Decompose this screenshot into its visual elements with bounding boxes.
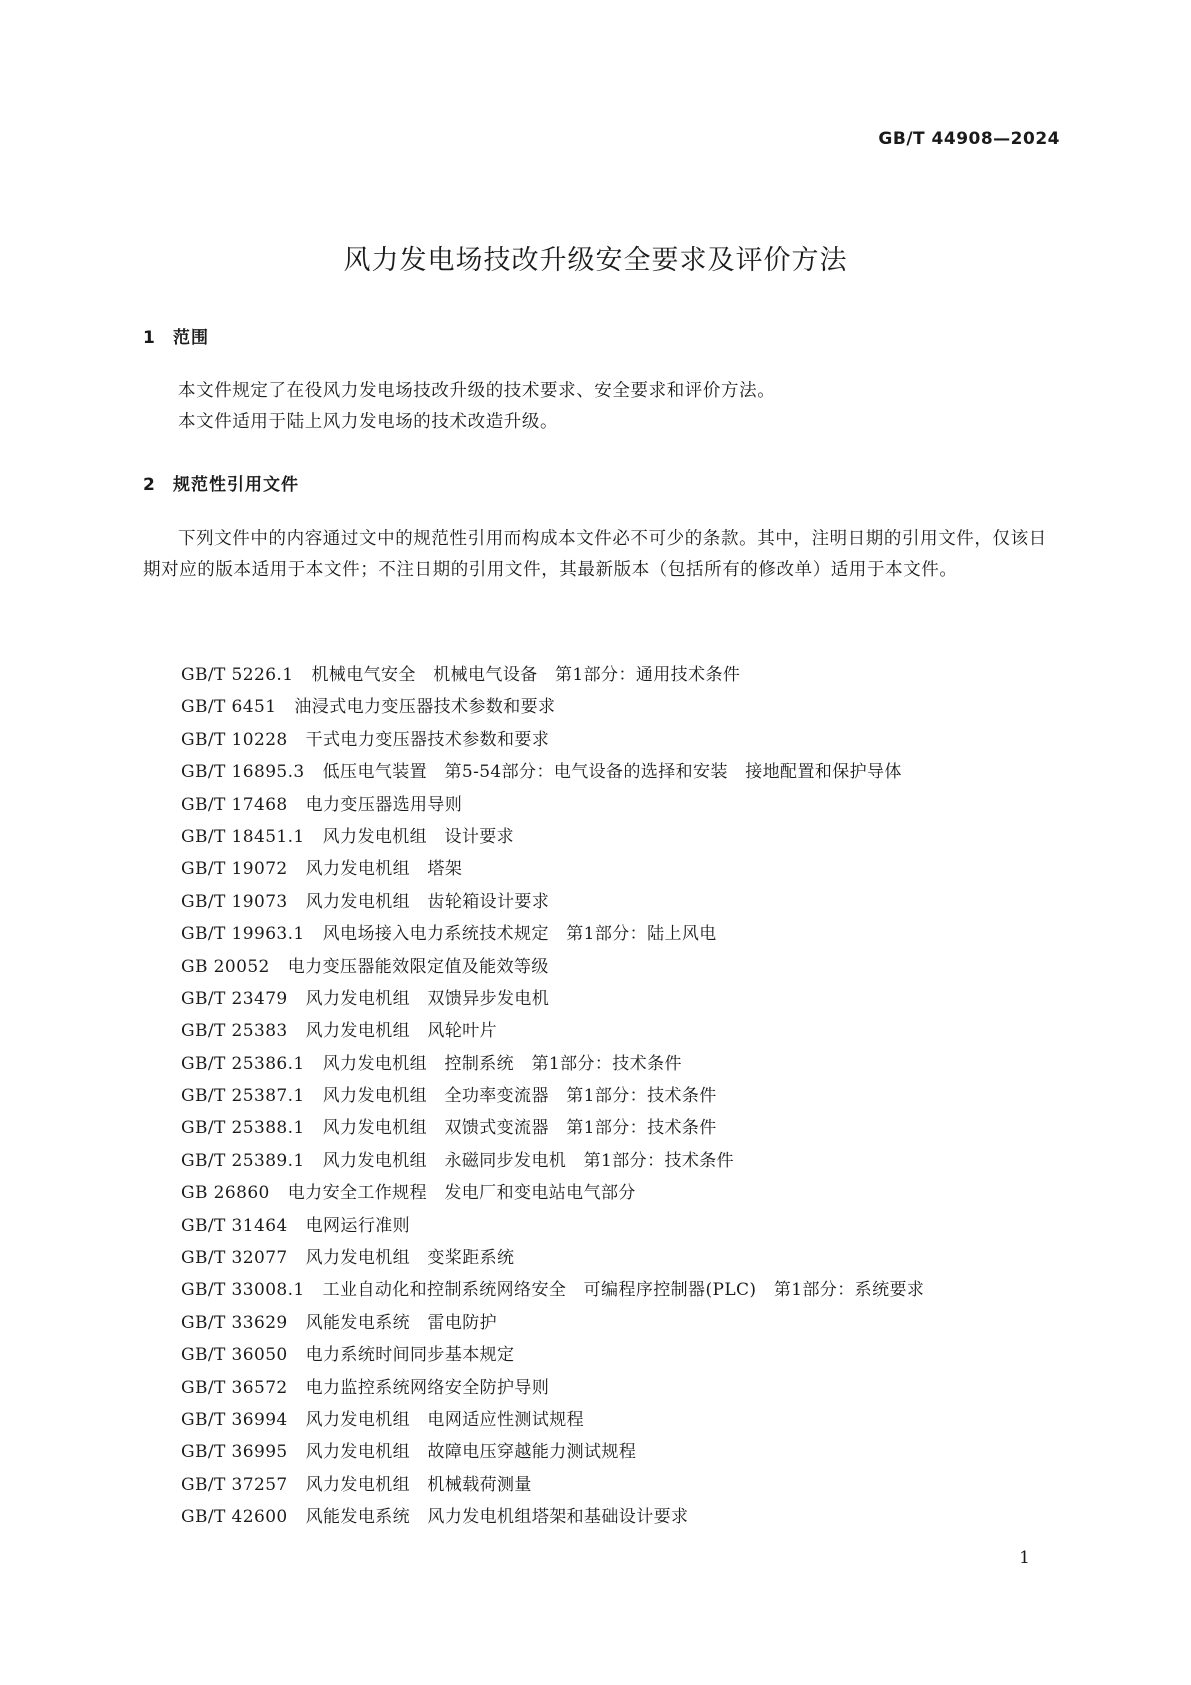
reference-code: GB/T 23479: [181, 988, 288, 1009]
reference-title: 风力发电机组 塔架: [305, 859, 463, 880]
reference-title: 风力发电机组 电网适应性测试规程: [305, 1409, 585, 1430]
reference-title: 工业自动化和控制系统网络安全 可编程序控制器(PLC) 第1部分：系统要求: [322, 1280, 925, 1301]
section-2-title: 规范性引用文件: [173, 475, 299, 495]
reference-item: [181, 691, 1061, 723]
reference-item: [181, 983, 1061, 1015]
reference-code: GB/T 31464: [181, 1215, 288, 1236]
reference-title: 低压电气装置 第5-54部分：电气设备的选择和安装 接地配置和保护导体: [322, 762, 902, 783]
reference-code: GB/T 42600: [181, 1507, 288, 1528]
reference-title: 风力发电机组 机械载荷测量: [305, 1474, 532, 1495]
reference-title: 风力发电机组 全功率变流器 第1部分：技术条件: [322, 1086, 717, 1107]
reference-code: GB/T 17468: [181, 794, 288, 815]
reference-code: GB/T 36995: [181, 1442, 288, 1463]
reference-title: 电力变压器选用导则: [305, 794, 463, 815]
reference-title: 电力监控系统网络安全防护导则: [305, 1377, 550, 1398]
reference-list: [181, 659, 1061, 1534]
reference-code: GB/T 33008.1: [181, 1280, 305, 1301]
reference-code: GB/T 25383: [181, 1021, 288, 1042]
reference-item: [181, 1145, 1061, 1177]
reference-item: [181, 853, 1061, 885]
reference-item: [181, 951, 1061, 983]
reference-item: [181, 1469, 1061, 1501]
reference-item: [181, 1501, 1061, 1533]
reference-title: 干式电力变压器技术参数和要求: [305, 729, 550, 750]
reference-code: GB/T 32077: [181, 1248, 288, 1269]
scope-paragraph-2: 本文件适用于陆上风力发电场的技术改造升级。: [178, 412, 559, 432]
reference-code: GB/T 5226.1: [181, 665, 294, 685]
reference-title: 风力发电机组 控制系统 第1部分：技术条件: [322, 1053, 682, 1074]
section-1-title: 范围: [173, 328, 209, 348]
reference-code: GB/T 19963.1: [181, 924, 305, 945]
reference-title: 风力发电机组 故障电压穿越能力测试规程: [305, 1442, 637, 1463]
reference-title: 风力发电机组 齿轮箱设计要求: [305, 891, 550, 912]
reference-item: [181, 1210, 1061, 1242]
reference-code: GB/T 25389.1: [181, 1150, 305, 1171]
reference-title: 机械电气安全 机械电气设备 第1部分：通用技术条件: [311, 665, 741, 685]
section-1-number: 1: [143, 328, 156, 348]
reference-item: [181, 1339, 1061, 1371]
reference-title: 油浸式电力变压器技术参数和要求: [294, 697, 556, 718]
reference-item: [181, 1242, 1061, 1274]
reference-item: [181, 1307, 1061, 1339]
reference-title: 电力系统时间同步基本规定: [305, 1345, 515, 1366]
reference-item: [181, 1048, 1061, 1080]
reference-code: GB 20052: [181, 956, 270, 977]
reference-item: [181, 1372, 1061, 1404]
reference-code: GB/T 6451: [181, 697, 277, 718]
reference-title: 风力发电机组 永磁同步发电机 第1部分：技术条件: [322, 1150, 735, 1171]
page-number: 1: [1019, 1548, 1030, 1568]
reference-item: [181, 821, 1061, 853]
document-code-header: GB/T 44908—2024: [878, 129, 1060, 149]
reference-title: 风力发电机组 双馈异步发电机: [305, 988, 550, 1009]
reference-item: [181, 1112, 1061, 1144]
scope-paragraph-1: 本文件规定了在役风力发电场技改升级的技术要求、安全要求和评价方法。: [178, 381, 776, 401]
reference-item: [181, 1274, 1061, 1306]
reference-item: [181, 756, 1061, 788]
reference-item: [181, 1080, 1061, 1112]
section-1-heading: [143, 323, 209, 348]
reference-title: 风力发电机组 设计要求: [322, 826, 515, 847]
reference-code: GB/T 19072: [181, 859, 288, 880]
references-intro: 下列文件中的内容通过文中的规范性引用而构成本文件必不可少的条款。其中，注明日期的引用文件，仅该日期对应的版本适用于本文件；不注日期的引用文件，其最新版本（包括所有的修改单）适用于本文件。: [143, 529, 1047, 580]
reference-title: 风力发电机组 双馈式变流器 第1部分：技术条件: [322, 1118, 717, 1139]
reference-code: GB/T 25387.1: [181, 1086, 305, 1107]
reference-title: 电力安全工作规程 发电厂和变电站电气部分: [287, 1183, 636, 1204]
section-2-number: 2: [143, 475, 156, 495]
reference-item: [181, 918, 1061, 950]
reference-title: 风力发电机组 风轮叶片: [305, 1021, 498, 1042]
reference-item: [181, 1436, 1061, 1468]
section-2-heading: [143, 470, 299, 495]
reference-title: 风力发电机组 变桨距系统: [305, 1248, 515, 1269]
reference-code: GB/T 19073: [181, 891, 288, 912]
reference-code: GB/T 36572: [181, 1377, 288, 1398]
reference-item: [181, 1404, 1061, 1436]
reference-title: 风能发电系统 雷电防护: [305, 1312, 498, 1333]
reference-code: GB/T 37257: [181, 1474, 288, 1495]
document-title: 风力发电场技改升级安全要求及评价方法: [343, 245, 848, 276]
reference-code: GB/T 33629: [181, 1312, 288, 1333]
reference-code: GB/T 25386.1: [181, 1053, 305, 1074]
reference-title: 风电场接入电力系统技术规定 第1部分：陆上风电: [322, 924, 717, 945]
reference-item: [181, 724, 1061, 756]
reference-code: GB/T 36994: [181, 1409, 288, 1430]
reference-item: [181, 1015, 1061, 1047]
reference-code: GB 26860: [181, 1183, 270, 1204]
reference-item: [181, 1177, 1061, 1209]
reference-title: 电力变压器能效限定值及能效等级: [287, 956, 549, 977]
reference-title: 风能发电系统 风力发电机组塔架和基础设计要求: [305, 1507, 689, 1528]
reference-item: [181, 659, 1061, 691]
reference-item: [181, 789, 1061, 821]
reference-code: GB/T 18451.1: [181, 826, 305, 847]
reference-code: GB/T 25388.1: [181, 1118, 305, 1139]
reference-title: 电网运行准则: [305, 1215, 411, 1236]
reference-code: GB/T 16895.3: [181, 762, 305, 783]
reference-code: GB/T 36050: [181, 1345, 288, 1366]
reference-code: GB/T 10228: [181, 729, 288, 750]
reference-item: [181, 886, 1061, 918]
